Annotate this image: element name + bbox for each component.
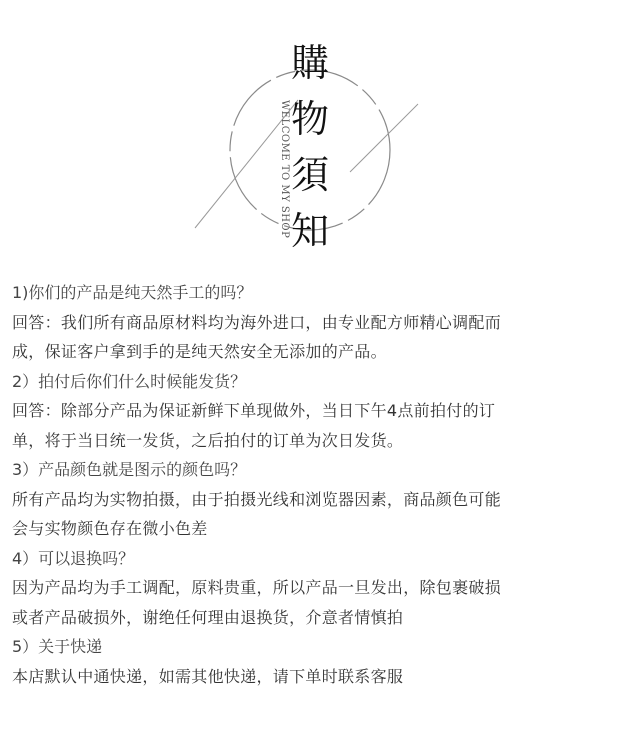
faq-answer-line: 因为产品均为手工调配，原料贵重，所以产品一旦发出，除包裹破损	[12, 578, 502, 597]
faq-answer-line: 回答：我们所有商品原材料均为海外进口，由专业配方师精心调配而	[12, 312, 502, 332]
faq-list	[12, 278, 612, 691]
title-char: 須	[290, 153, 329, 197]
faq-answer-line: 成，保证客户拿到手的是纯天然安全无添加的产品。	[12, 342, 387, 361]
faq-question: 3）产品颜色就是图示的颜色吗？	[12, 460, 247, 479]
faq-item	[12, 544, 612, 633]
title-char: 購	[290, 41, 329, 85]
faq-question: 1)你们的产品是纯天然手工的吗？	[12, 283, 253, 302]
faq-answer-line: 回答：除部分产品为保证新鲜下单现做外，当日下午4点前拍付的订	[12, 401, 496, 420]
faq-item	[12, 367, 612, 456]
faq-answer-line: 所有产品均为实物拍摄，由于拍摄光线和浏览器因素，商品颜色可能	[12, 489, 502, 509]
faq-answer-line: 或者产品破损外，谢绝任何理由退换货，介意者情慎拍	[12, 607, 404, 627]
faq-item	[12, 455, 612, 544]
emblem-slash-right	[350, 104, 418, 172]
page-title	[288, 40, 332, 264]
faq-question: 4）可以退换吗？	[12, 548, 135, 568]
title-char: 知	[290, 209, 329, 253]
header-emblem	[0, 0, 620, 280]
faq-question: 5）关于快递	[12, 637, 103, 656]
faq-answer-line: 单，将于当日统一发货，之后拍付的订单为次日发货。	[12, 430, 404, 450]
faq-answer-line: 会与实物颜色存在微小色差	[12, 519, 208, 538]
faq-answer-line: 本店默认中通快递，如需其他快递，请下单时联系客服	[12, 666, 404, 686]
title-char: 物	[290, 97, 329, 141]
faq-item	[12, 632, 612, 691]
faq-item	[12, 278, 612, 367]
welcome-subtitle: WELCOME TO MY SHOP	[279, 100, 290, 239]
faq-question: 2）拍付后你们什么时候能发货？	[12, 371, 247, 391]
